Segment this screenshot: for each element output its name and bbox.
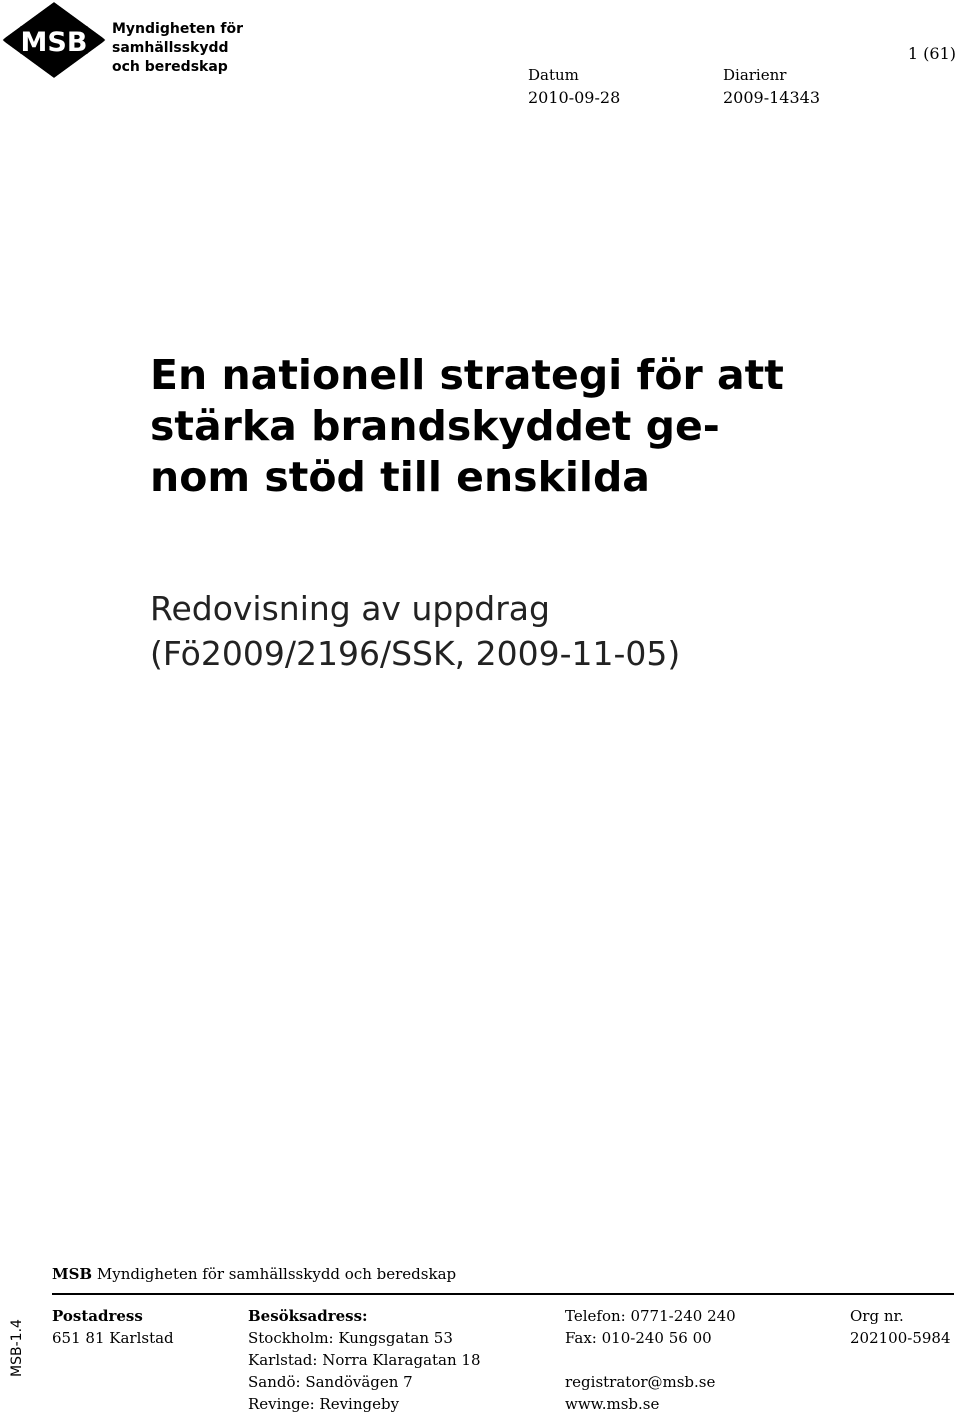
org-number-value: 202100-5984 — [850, 1329, 951, 1347]
diary-value: 2009-14343 — [723, 88, 821, 107]
org-number-heading: Org nr. — [850, 1307, 904, 1325]
postal-address — [52, 1305, 174, 1349]
logo-wordmark: MSB — [20, 27, 88, 58]
footer-org-name: Myndigheten för samhällsskydd och beredskap — [96, 1265, 457, 1283]
visit-line: Revinge: Revingeby — [248, 1395, 400, 1413]
footer-org-abbr: MSB — [52, 1265, 93, 1283]
title-line: nom stöd till enskilda — [150, 453, 650, 501]
logo-org-line: samhällsskydd — [112, 40, 229, 56]
org-number — [850, 1305, 951, 1349]
postal-line: 651 81 Karlstad — [52, 1329, 174, 1347]
document-subtitle — [150, 586, 870, 676]
subtitle-line: Redovisning av uppdrag — [150, 589, 550, 628]
website: www.msb.se — [565, 1395, 660, 1413]
visit-line: Karlstad: Norra Klaragatan 18 — [248, 1351, 481, 1369]
diary-label: Diarienr — [723, 66, 787, 84]
visit-heading: Besöksadress: — [248, 1307, 368, 1325]
contact-spacer — [565, 1349, 736, 1371]
postal-heading: Postadress — [52, 1307, 143, 1325]
date-value: 2010-09-28 — [528, 88, 621, 107]
document-title — [150, 350, 870, 503]
logo-org-line: Myndigheten för — [112, 21, 243, 37]
logo-org-name — [112, 20, 262, 77]
footer-divider — [52, 1293, 954, 1295]
msb-logo — [2, 2, 106, 78]
form-code: MSB-1.4 — [8, 1319, 25, 1377]
title-line: En nationell strategi för att — [150, 351, 784, 399]
fax: Fax: 010-240 56 00 — [565, 1329, 712, 1347]
date-label: Datum — [528, 66, 579, 84]
email: registrator@msb.se — [565, 1373, 716, 1391]
subtitle-line: (Fö2009/2196/SSK, 2009-11-05) — [150, 634, 681, 673]
title-line: stärka brandskyddet ge- — [150, 402, 720, 450]
page-number: 1 (61) — [907, 44, 956, 63]
phone: Telefon: 0771-240 240 — [565, 1307, 736, 1325]
contact-info — [565, 1305, 736, 1415]
logo-org-line: och beredskap — [112, 59, 228, 75]
visit-line: Sandö: Sandövägen 7 — [248, 1373, 413, 1391]
visiting-address — [248, 1305, 481, 1415]
visit-line: Stockholm: Kungsgatan 53 — [248, 1329, 453, 1347]
footer-org-line — [52, 1265, 456, 1283]
